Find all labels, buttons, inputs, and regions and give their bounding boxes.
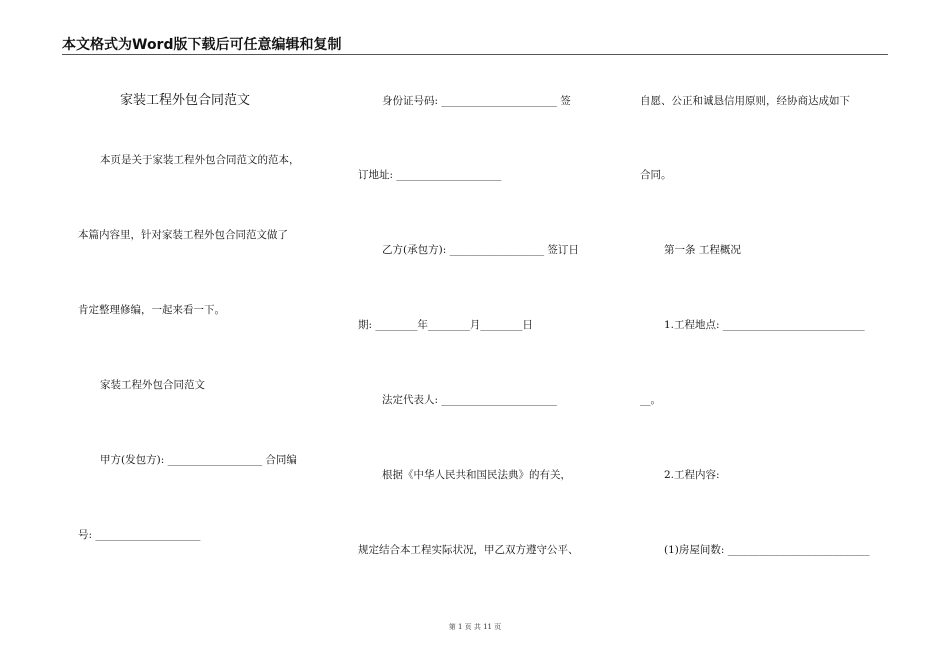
text-line: 2.工程内容: <box>664 469 720 481</box>
text-line: __。 <box>640 394 661 406</box>
text-line: 根据《中华人民共和国民法典》的有关， <box>382 469 571 481</box>
text-line: (1)房屋间数: ___________________________ <box>664 544 870 556</box>
text-line: 自愿、公正和诚恳信用原则，经协商达成如下 <box>640 95 850 107</box>
column-1 <box>78 0 328 672</box>
column-3 <box>640 0 890 672</box>
text-line: 期: ________年________月________日 <box>358 319 533 331</box>
text-line: 身份证号码: ______________________ 签 <box>382 95 571 107</box>
text-line: 本篇内容里，针对家装工程外包合同范文做了 <box>78 229 288 241</box>
section-heading: 第一条 工程概况 <box>664 244 741 256</box>
section-heading: 家装工程外包合同范文 <box>100 379 205 391</box>
text-line: 甲方(发包方): __________________ 合同编 <box>100 454 297 466</box>
text-line: 号: ____________________ <box>78 529 201 541</box>
header-title: 本文格式为Word版下载后可任意编辑和复制 <box>62 37 342 53</box>
text-line: 本页是关于家装工程外包合同范文的范本， <box>100 154 300 166</box>
text-line: 法定代表人: ______________________ <box>382 394 557 406</box>
page-footer: 第 1 页 共 11 页 <box>448 623 502 631</box>
text-line: 合同。 <box>640 169 672 181</box>
text-line: 乙方(承包方): __________________ 签订日 <box>382 244 579 256</box>
text-line: 1.工程地点: ___________________________ <box>664 319 865 331</box>
column-2 <box>358 0 608 672</box>
text-line: 肯定整理修编，一起来看一下。 <box>78 304 225 316</box>
text-line: 订地址: ____________________ <box>358 169 502 181</box>
document-title: 家装工程外包合同范文 <box>120 93 251 108</box>
text-line: 规定结合本工程实际状况，甲乙双方遵守公平、 <box>358 544 579 556</box>
